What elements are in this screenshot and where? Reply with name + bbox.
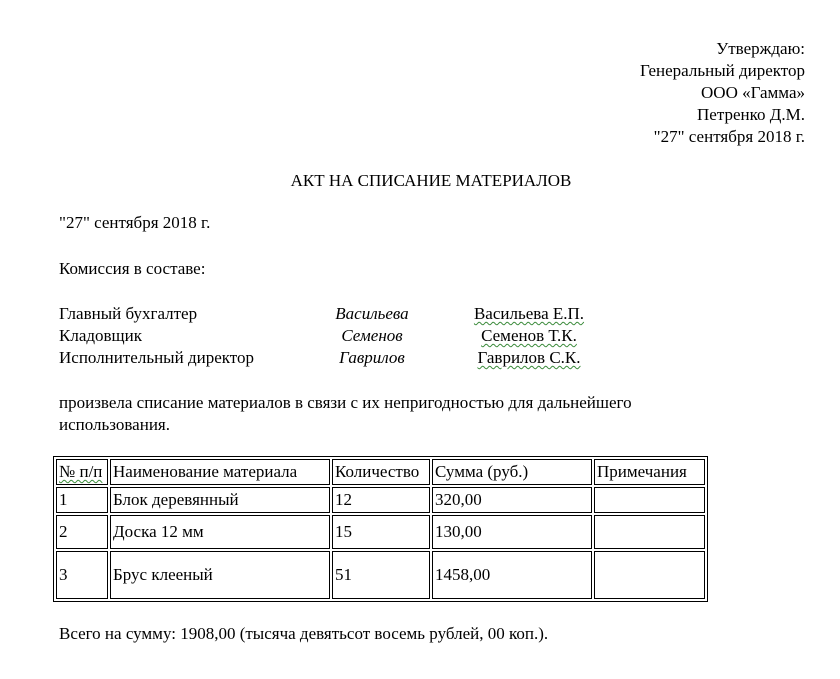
commission-label: Комиссия в составе: [59,259,206,278]
table-row [56,487,705,513]
approval-position: Генеральный директор [639,61,805,80]
header-number-text: № п/п [59,462,103,481]
member-signature: Семенов [341,326,403,345]
member-name-text: Гаврилов С.К. [477,348,581,367]
table-row [56,515,705,549]
member-position: Главный бухгалтер [59,304,198,323]
cell-number: 2 [56,515,108,549]
approval-date: "27" сентября 2018 г. [653,127,805,146]
commission-members [59,303,619,369]
cell-material: Блок деревянный [110,487,330,513]
approval-block [640,38,805,148]
materials-table [53,456,708,602]
document-date: "27" сентября 2018 г. [59,213,211,232]
table-row [56,551,705,599]
member-name-text: Семенов Т.К. [481,326,577,345]
header-quantity: Количество [332,459,430,485]
writeoff-paragraph: произвела списание материалов в связи с их непригодностью для дальнейшего использования. [59,393,632,434]
cell-notes [594,515,705,549]
cell-sum: 1458,00 [432,551,592,599]
member-signature: Васильева [335,304,409,323]
cell-material: Доска 12 мм [110,515,330,549]
member-name [459,303,599,325]
cell-number: 1 [56,487,108,513]
cell-notes [594,487,705,513]
cell-quantity: 15 [332,515,430,549]
cell-sum: 320,00 [432,487,592,513]
header-number [56,459,108,485]
header-material: Наименование материала [110,459,330,485]
member-row-storekeeper [59,325,619,347]
cell-sum: 130,00 [432,515,592,549]
member-name [459,325,599,347]
cell-number: 3 [56,551,108,599]
member-signature: Гаврилов [339,348,405,367]
member-row-chief-accountant [59,303,619,325]
cell-material: Брус клееный [110,551,330,599]
header-notes: Примечания [594,459,705,485]
header-sum: Сумма (руб.) [432,459,592,485]
member-row-executive-director [59,347,619,369]
cell-quantity: 51 [332,551,430,599]
approval-company: ООО «Гамма» [701,83,805,102]
member-position: Кладовщик [59,326,142,345]
table-header-row [56,459,705,485]
document-title: АКТ НА СПИСАНИЕ МАТЕРИАЛОВ [290,171,572,190]
total-sum: Всего на сумму: 1908,00 (тысяча девятьсот восемь рублей, 00 коп.). [59,624,549,643]
cell-notes [594,551,705,599]
member-name [459,347,599,369]
member-name-text: Васильева Е.П. [473,304,585,323]
approval-name: Петренко Д.М. [697,105,805,124]
cell-quantity: 12 [332,487,430,513]
approval-line: Утверждаю: [716,39,805,58]
member-position: Исполнительный директор [59,348,254,367]
